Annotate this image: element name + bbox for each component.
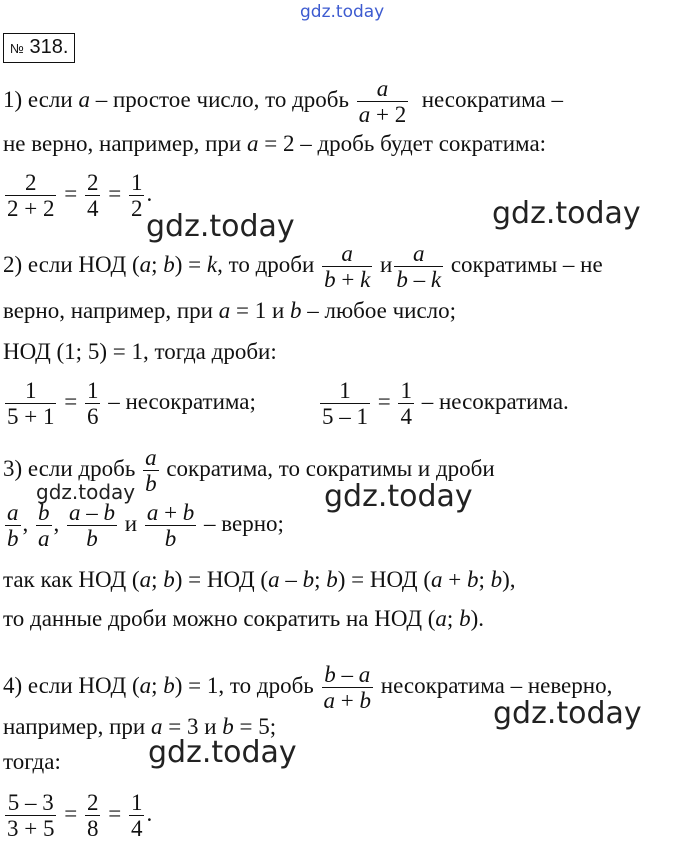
watermark: gdz.today: [146, 209, 295, 244]
problem-number-text: 318.: [29, 36, 69, 58]
item2-fraction2: $\frac{1}{5 - 1}$ = $\frac{1}{4}$ – несократима.: [322, 378, 569, 430]
fraction: $\frac{b - a}{a + b}$: [323, 662, 372, 714]
watermark: gdz.today: [324, 479, 473, 514]
item1-equation: $\frac{2}{2 + 2}$ = $\frac{2}{4}$ = $\frac{1}{2}$ .: [7, 170, 153, 222]
item4-equation: $\frac{5 - 3}{3 + 5}$ = $\frac{2}{8}$ = $\frac{1}{4}$ .: [7, 790, 153, 842]
watermark: gdz.today: [493, 696, 642, 731]
fraction: $\frac{a}{b}$: [145, 445, 157, 497]
item4-line3: тогда:: [3, 749, 61, 774]
problem-number: [3, 33, 75, 63]
item2-line3: НОД (1; 5) = 1, тогда дроби:: [3, 339, 277, 364]
fraction: $\frac{a}{b + k}$: [324, 241, 371, 293]
item2-fraction1: $\frac{1}{5 + 1}$ = $\frac{1}{6}$ – несократима;: [7, 378, 256, 430]
watermark: gdz.today: [300, 2, 385, 22]
item1-line1: 1) если a – простое число, то дробь $\frac{a}{a + 2}$ несократима –: [3, 76, 564, 128]
number-sign: №: [10, 41, 24, 56]
item2-line2: верно, например, при a = 1 и b – любое число;: [3, 298, 457, 323]
item4-line1: 4) если НОД (a; b) = 1, то дробь $\frac{b - a}{a + b}$ несократима – неверно,: [3, 662, 613, 714]
watermark: gdz.today: [36, 480, 136, 504]
item3-line1: 3) если дробь $\frac{a}{b}$ сократима, то сократимы и дроби: [3, 445, 495, 497]
watermark: gdz.today: [492, 196, 641, 231]
item4-line2: например, при a = 3 и b = 5;: [3, 714, 277, 739]
fraction: $\frac{a}{b - k}$: [396, 241, 442, 293]
watermark: gdz.today: [148, 735, 297, 770]
item3-line2: $\frac{a}{b}$ , $\frac{b}{a}$ , $\frac{a - b}{b}$ и $\frac{a + b}{b}$ – верно;: [7, 500, 284, 552]
item3-line4: то данные дроби можно сократить на НОД (a; b).: [3, 606, 484, 631]
item2-line1: 2) если НОД (a; b) = k, то дроби $\frac{a}{b + k}$ и $\frac{a}{b - k}$ сократимы – не: [3, 241, 603, 293]
fraction: $\frac{a}{a + 2}$: [358, 76, 407, 128]
item1-line2: не верно, например, при a = 2 – дробь будет сократима:: [3, 131, 547, 156]
item3-line3: так как НОД (a; b) = НОД (a – b; b) = НОД (a + b; b),: [3, 567, 516, 592]
